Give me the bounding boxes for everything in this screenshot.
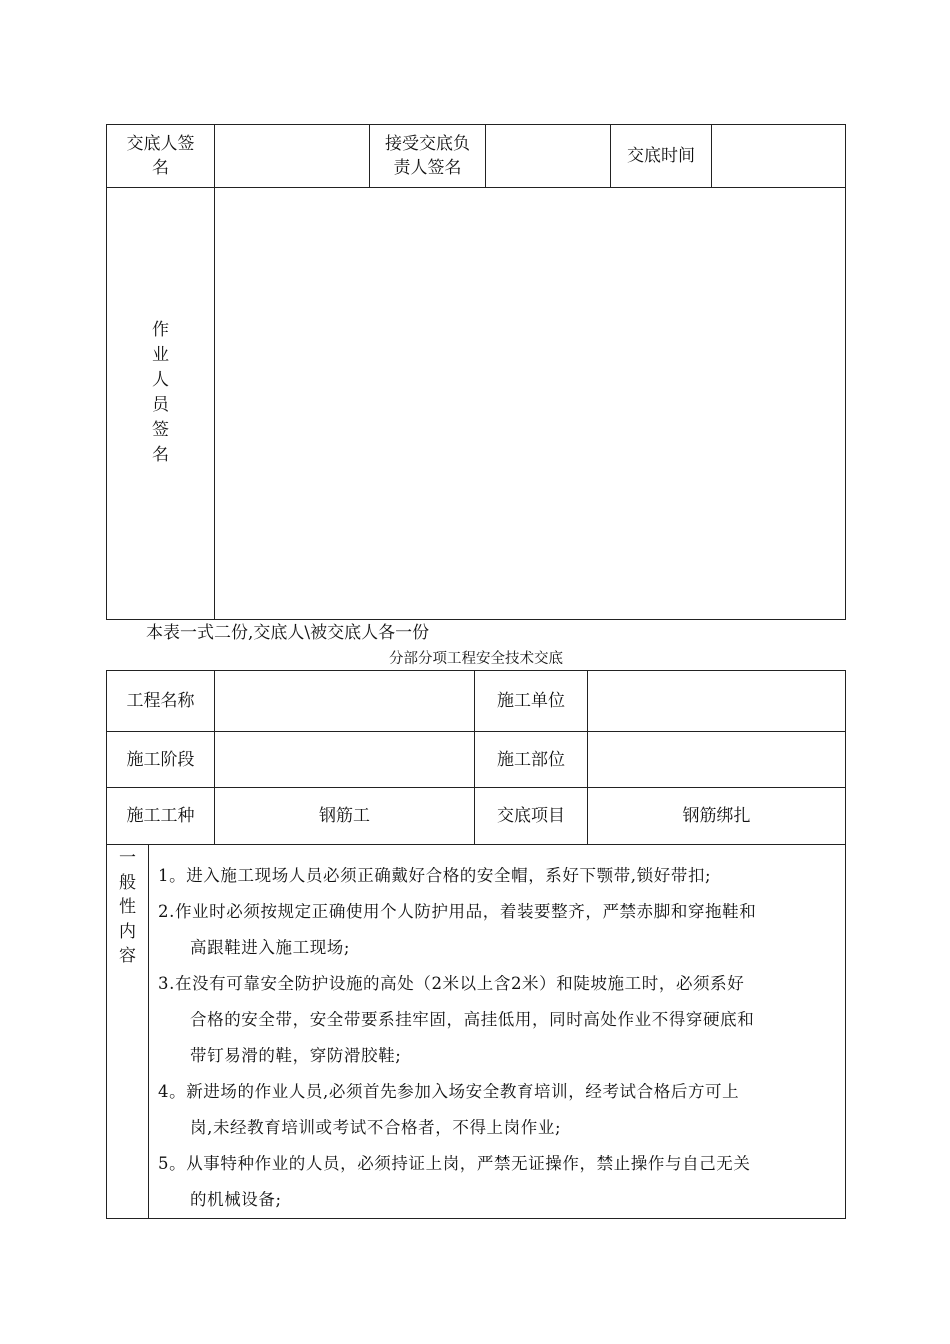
label-char: 性 <box>119 897 136 917</box>
content-line: 2.作业时必须按规定正确使用个人防护用品，着装要整齐，严禁赤脚和穿拖鞋和 <box>158 902 757 921</box>
receiver-field[interactable] <box>486 125 610 187</box>
label-char: 签 <box>152 420 169 440</box>
workers-signature-field[interactable] <box>215 188 845 619</box>
content-line: 带钉易滑的鞋，穿防滑胶鞋; <box>190 1046 402 1065</box>
signer-label-line1: 交底人签 <box>126 134 195 154</box>
signer-label <box>107 125 214 187</box>
location-field[interactable] <box>588 732 845 787</box>
location-label: 施工部位 <box>497 749 565 770</box>
trade-label: 施工工种 <box>126 806 195 826</box>
label-char: 容 <box>119 946 136 966</box>
content-line: 的机械设备; <box>190 1190 282 1209</box>
label-char: 业 <box>152 345 169 365</box>
time-label: 交底时间 <box>627 146 695 166</box>
label-char: 员 <box>152 395 169 415</box>
content-line: 岗,未经教育培训或考试不合格者，不得上岗作业; <box>190 1118 562 1137</box>
trade-value: 钢筋工 <box>319 806 370 826</box>
construction-unit-field[interactable] <box>588 671 845 731</box>
general-content-list <box>149 845 845 1218</box>
content-line: 3.在没有可靠安全防护设施的高处（2米以上含2米）和陡坡施工时，必须系好 <box>158 974 745 993</box>
page-title: 分部分项工程安全技术交底 <box>389 651 563 667</box>
label-char: 内 <box>119 921 136 942</box>
time-field[interactable] <box>712 125 845 187</box>
receiver-label-line1: 接受交底负 <box>385 134 470 154</box>
workers-signature-label <box>107 318 214 468</box>
content-line: 4。新进场的作业人员,必须首先参加入场安全教育培训，经考试合格后方可上 <box>158 1082 740 1101</box>
content-line: 1。进入施工现场人员必须正确戴好合格的安全帽，系好下颚带,锁好带扣; <box>158 866 712 885</box>
disclosure-item-value: 钢筋绑扎 <box>682 806 751 826</box>
signer-field[interactable] <box>215 125 369 187</box>
signer-label-line2: 名 <box>152 158 169 178</box>
label-char: 名 <box>152 445 169 465</box>
content-line: 5。从事特种作业的人员，必须持证上岗，严禁无证操作，禁止操作与自己无关 <box>158 1154 751 1173</box>
label-char: 人 <box>152 370 169 390</box>
content-line: 合格的安全带，安全带要系挂牢固，高挂低用，同时高处作业不得穿硬底和 <box>190 1010 755 1029</box>
label-char: 一 <box>119 848 136 868</box>
table-note: 本表一式二份,交底人\被交底人各一份 <box>146 623 430 643</box>
receiver-label <box>370 125 485 187</box>
project-name-label: 工程名称 <box>126 691 195 711</box>
receiver-label-line2: 责人签名 <box>393 158 462 178</box>
label-char: 作 <box>152 320 169 340</box>
label-char: 般 <box>119 872 136 893</box>
project-name-field[interactable] <box>215 671 474 731</box>
construction-unit-label: 施工单位 <box>497 691 565 711</box>
general-content-label <box>107 846 148 969</box>
disclosure-item-label: 交底项目 <box>497 806 565 826</box>
content-line: 高跟鞋进入施工现场; <box>190 938 351 957</box>
stage-label: 施工阶段 <box>126 749 195 770</box>
stage-field[interactable] <box>215 732 474 787</box>
